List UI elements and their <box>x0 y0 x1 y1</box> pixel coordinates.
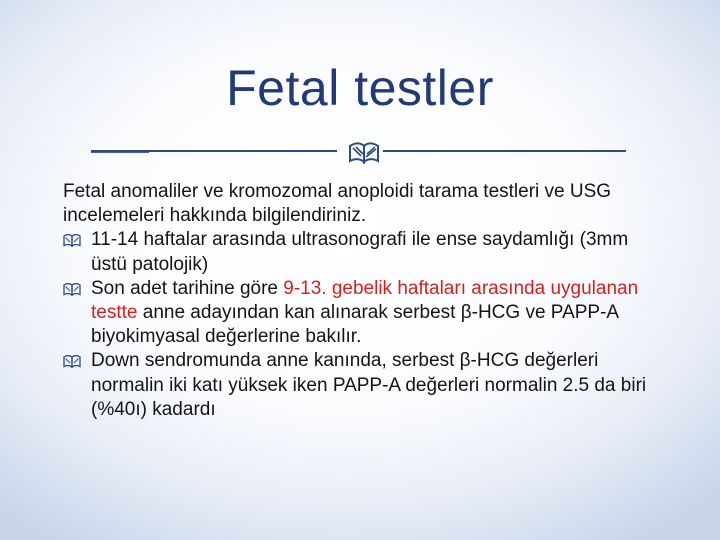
title-divider <box>0 137 720 165</box>
bullet-text: Down sendromunda anne kanında, serbest β-HCG değerleri normalin iki katı yüksek iken PAPP-A değerleri normalin 2.5 da biri (%40ı) kadardı <box>91 350 647 420</box>
divider-line-right <box>383 150 626 152</box>
bullet-text-after: anne adayından kan alınarak serbest β-HCG ve PAPP-A biyokimyasal değerlerine bakılır. <box>91 302 619 348</box>
bullet-highlight: 9-13. gebelik haftaları arasında uygulanan testte <box>91 277 639 324</box>
bullet-item <box>63 277 663 350</box>
slide-title: Fetal testler <box>226 60 494 116</box>
bullet-text: Son adet tarihine göre <box>91 277 284 299</box>
open-book-icon <box>346 137 382 165</box>
divider-line-left <box>91 150 337 152</box>
bullet-item <box>63 228 663 276</box>
slide-body <box>63 180 663 422</box>
bullet-item <box>63 349 663 422</box>
bullet-text: 11-14 haftalar arasında ultrasonografi ile ense saydamlığı (3mm üstü patolojik) <box>91 229 629 275</box>
open-book-icon <box>63 354 81 368</box>
open-book-icon <box>63 233 81 247</box>
divider-line-accent <box>91 152 149 153</box>
open-book-icon <box>63 282 81 296</box>
intro-paragraph: Fetal anomaliler ve kromozomal anoploidi tarama testleri ve USG incelemeleri hakkında bilgilendiriniz. <box>63 181 612 227</box>
